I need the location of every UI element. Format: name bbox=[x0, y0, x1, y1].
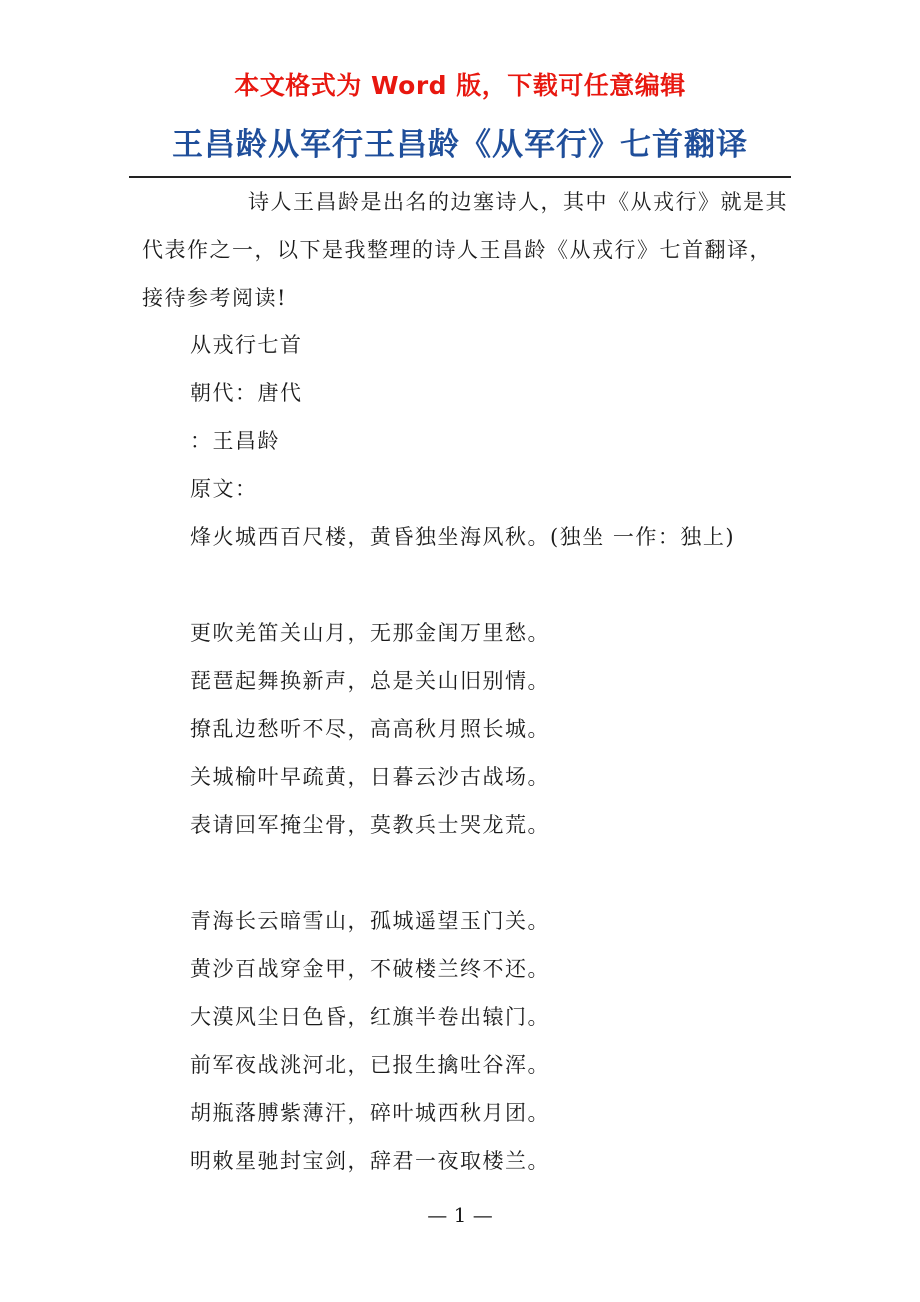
work-title: 从戎行七首 bbox=[190, 333, 303, 357]
poem-line: 更吹羌笛关山月，无那金闺万里愁。 bbox=[190, 621, 550, 645]
page-number: — 1 — bbox=[427, 1203, 493, 1227]
document-title: 王昌龄从军行王昌龄《从军行》七首翻译 bbox=[172, 127, 748, 163]
original-label: 原文： bbox=[190, 477, 258, 501]
author-line: ：王昌龄 bbox=[190, 429, 280, 453]
poem-line: 大漠风尘日色昏，红旗半卷出辕门。 bbox=[190, 1005, 550, 1029]
poem-line: 烽火城西百尺楼，黄昏独坐海风秋。(独坐 一作：独上) bbox=[190, 525, 736, 549]
poem-line: 表请回军掩尘骨，莫教兵士哭龙荒。 bbox=[190, 813, 550, 837]
poem-line: 撩乱边愁听不尽，高高秋月照长城。 bbox=[190, 717, 550, 741]
poem-line: 黄沙百战穿金甲，不破楼兰终不还。 bbox=[190, 957, 550, 981]
intro-paragraph: 诗人王昌龄是出名的边塞诗人，其中《从戎行》就是其代表作之一，以下是我整理的诗人王昌龄《从戎行》七首翻译，接待参考阅读! bbox=[142, 190, 788, 310]
download-notice: 本文格式为 Word 版，下载可任意编辑 bbox=[234, 71, 686, 100]
poem-line: 明敕星驰封宝剑，辞君一夜取楼兰。 bbox=[190, 1149, 550, 1173]
poem-line: 琵琶起舞换新声，总是关山旧别情。 bbox=[190, 669, 550, 693]
poem-line: 青海长云暗雪山，孤城遥望玉门关。 bbox=[190, 909, 550, 933]
poem-line: 前军夜战洮河北，已报生擒吐谷浑。 bbox=[190, 1053, 550, 1077]
dynasty-line: 朝代：唐代 bbox=[190, 381, 303, 405]
poem-line: 胡瓶落膊紫薄汗，碎叶城西秋月团。 bbox=[190, 1101, 550, 1125]
poem-line: 关城榆叶早疏黄，日暮云沙古战场。 bbox=[190, 765, 550, 789]
